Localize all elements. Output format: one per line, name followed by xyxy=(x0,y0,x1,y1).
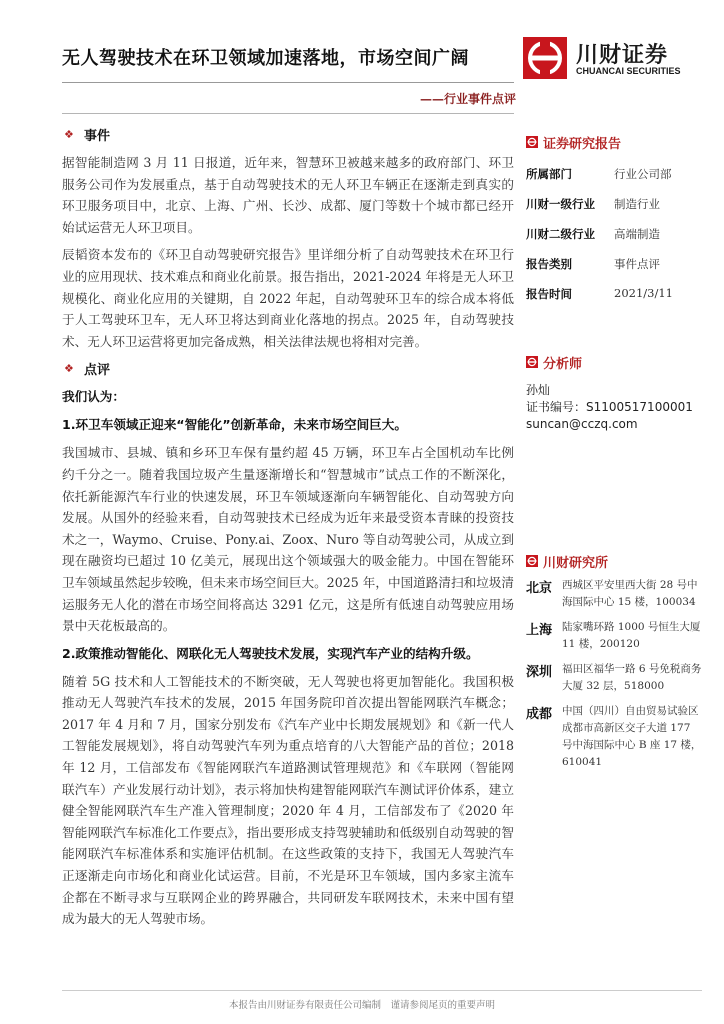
point-2-text: 随着 5G 技术和人工智能技术的不断突破，无人驾驶也将更加智能化。我国积极推动无人驾驶汽车技术的发展，2015 年国务院印首次提出智能网联汽车概念；2017 年 4 月和 7 月，国家分别发布《汽车产业中长期发展规划》和《新一代人工智能发展规划》，将自动驾驶汽车列为重点培育的八大智能产品的首位；2018 年 12 月，工信部发布《智能网联汽车道路测试管理规范》和《车联网（智能网联汽车）产业发展行动计划》，表示将加快构建智能网联汽车测试评价体系，建立健全智能网联汽车生产准入管理制度；2020 年 4 月，工信部发布了《2020 年智能网联汽车标准化工作要点》，指出要形成支持驾驶辅助和低级别自动驾驶的智能网联汽车标准体系和实施评估机制。在这些政策的支持下，我国无人驾驶汽车正逐渐走向市场化和商业化试运营。目前，不光是环卫车领域，国内多家主流车企都在不断寻求与互联网企业的跨界融合，共同研发车联网技术，未来中国有望成为最大的无人驾驶市场。 xyxy=(62,673,514,927)
office-address: 陆家嘴环路 1000 号恒生大厦 11 楼，200120 xyxy=(562,621,701,650)
footer-divider xyxy=(62,990,702,991)
event-paragraph: 辰韬资本发布的《环卫自动驾驶研究报告》里详细分析了自动驾驶技术在环卫行业的应用现状、技术难点和商业化前景。报告指出，2021-2024 年将是无人环卫规模化、商业化应用的关键期，自 2022 年起，自动驾驶环卫车的综合成本将低于人工驾驶环卫车，无人环卫将达到商业化落地的拐点。2025 年，自动驾驶技术、无人环卫运营将更加完备成熟，相关法律法规也将相对完善。 xyxy=(62,247,514,349)
info-key: 所属部门 xyxy=(526,167,572,181)
company-logo xyxy=(522,36,694,80)
report-info-heading xyxy=(526,132,704,154)
analyst-info xyxy=(526,382,704,433)
info-row xyxy=(526,220,704,250)
info-value: 制造行业 xyxy=(614,197,660,211)
report-title: 无人驾驶技术在环卫领域加速落地，市场空间广阔 xyxy=(62,48,469,69)
office-city: 北京 xyxy=(526,581,553,596)
info-value: 事件点评 xyxy=(614,257,660,271)
point-1-title: 1.环卫车领域正迎来“智能化”创新革命，未来市场空间巨大。 xyxy=(62,417,407,433)
event-section-heading xyxy=(62,124,514,146)
logo-chinese-name: 川财证券 xyxy=(576,43,669,68)
info-key: 报告类别 xyxy=(526,257,572,271)
logo-mark-icon xyxy=(522,36,568,80)
footer-disclaimer: 本报告由川财证券有限责任公司编制 谨请参阅尾页的重要声明 xyxy=(228,1000,495,1011)
comment-section-heading xyxy=(62,358,514,380)
info-key: 报告时间 xyxy=(526,287,572,301)
diamond-bullet-icon: ❖ xyxy=(64,362,74,376)
office-address: 中国（四川）自由贸易试验区成都市高新区交子大道 177 号中海国际中心 B 座 17 楼，610041 xyxy=(562,705,702,768)
sidebar xyxy=(526,132,704,779)
institute-heading xyxy=(526,551,704,573)
office-address: 福田区福华一路 6 号免税商务大厦 32 层，518000 xyxy=(562,663,702,692)
point-1-text: 我国城市、县城、镇和乡环卫车保有量约超 45 万辆，环卫车占全国机动车比例约千分之一。随着我国垃圾产生量逐渐增长和“智慧城市”试点工作的不断深化，依托新能源汽车行业的快速发展，环卫车领域逐渐向车辆智能化、自动驾驶方向发展。从国外的经验来看，自动驾驶技术已经成为近年来最受资本青睐的投资技术之一，Waymo、Cruise、Pony.ai、Zoox、Nuro 等自动驾驶公司，从成立到现在融资均已超过 10 亿美元，展现出这个领域强大的吸金能力。中国在智能环卫车领域虽然起步较晚，但未来市场空间巨大。2025 年，中国道路清扫和垃圾清运服务无人化的潜在市场空间将高达 3291 亿元，这是所有低速自动驾驶应用场景中天花板最高的。 xyxy=(62,445,514,634)
report-heading-text: 证券研究报告 xyxy=(543,137,622,152)
point-2-title: 2.政策推动智能化、网联化无人驾驶技术发展，实现汽车产业的结构升级。 xyxy=(62,645,479,661)
header-divider-lower xyxy=(62,113,514,114)
event-heading-text: 事件 xyxy=(84,129,111,144)
institute-office xyxy=(526,619,704,653)
institute-heading-text: 川财研究所 xyxy=(543,556,609,571)
analyst-certificate: 证书编号：S1100517100001 xyxy=(526,400,693,414)
info-value: 2021/3/11 xyxy=(614,286,673,300)
logo-small-icon xyxy=(526,136,538,148)
info-row xyxy=(526,190,704,220)
diamond-bullet-icon: ❖ xyxy=(64,128,74,141)
header-divider xyxy=(62,82,514,83)
info-value: 高端制造 xyxy=(614,227,660,241)
logo-small-icon xyxy=(526,555,538,567)
info-value: 行业公司部 xyxy=(614,167,672,181)
info-key: 川财二级行业 xyxy=(526,227,595,241)
info-row xyxy=(526,280,704,310)
info-row xyxy=(526,160,704,190)
event-paragraph: 据智能制造网 3 月 11 日报道，近年来，智慧环卫被越来越多的政府部门、环卫服务公司作为发展重点，基于自动驾驶技术的无人环卫车辆正在逐渐走到真实的环卫服务项目中，北京、上海、广州、长沙、成都、厦门等数十个城市都已经开始试运营无人环卫项目。 xyxy=(62,155,514,235)
info-key: 川财一级行业 xyxy=(526,197,595,211)
logo-small-icon xyxy=(526,356,538,368)
opinion-lead: 我们认为： xyxy=(62,389,125,405)
office-city: 深圳 xyxy=(526,665,553,680)
logo-english-name: CHUANCAI SECURITIES xyxy=(576,66,681,76)
institute-office xyxy=(526,577,704,611)
analyst-name: 孙灿 xyxy=(526,383,551,397)
institute-office xyxy=(526,703,704,771)
main-content xyxy=(62,122,514,936)
institute-office xyxy=(526,661,704,695)
analyst-heading xyxy=(526,352,704,374)
analyst-heading-text: 分析师 xyxy=(543,357,583,372)
analyst-email: suncan@cczq.com xyxy=(526,417,638,431)
info-row xyxy=(526,250,704,280)
report-subtitle: ——行业事件点评 xyxy=(419,92,516,106)
office-city: 成都 xyxy=(526,707,553,722)
office-city: 上海 xyxy=(526,623,553,638)
comment-heading-text: 点评 xyxy=(84,363,111,379)
office-address: 西城区平安里西大街 28 号中海国际中心 15 楼，100034 xyxy=(562,579,698,608)
